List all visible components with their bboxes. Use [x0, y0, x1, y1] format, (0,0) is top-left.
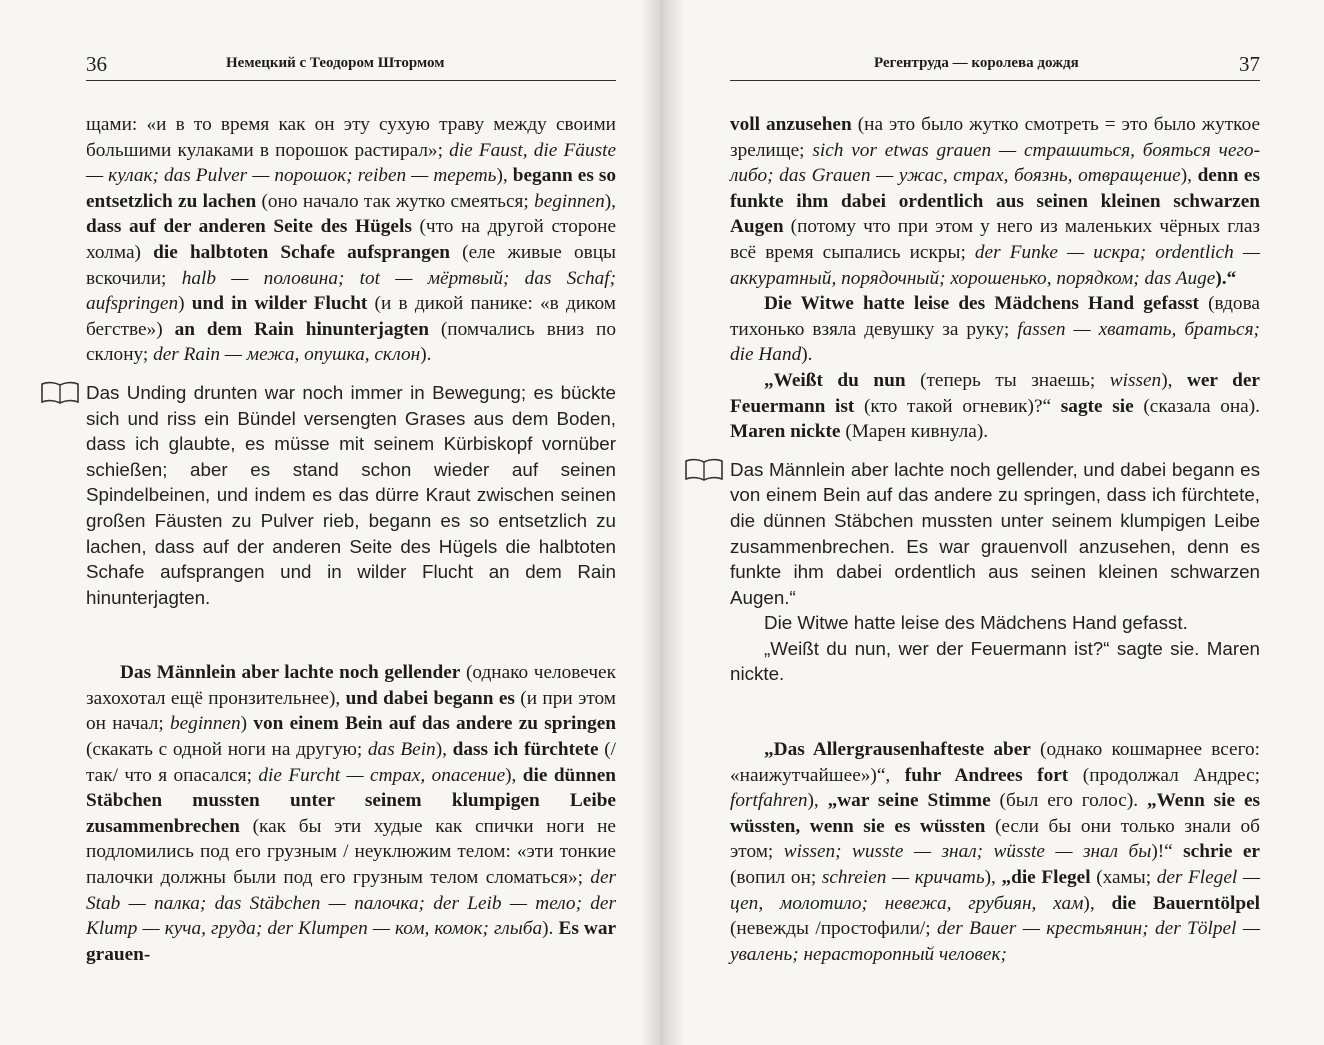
german-phrase: begann es so entsetzlich zu lachen — [86, 165, 617, 212]
german-phrase: die dünnen Stäbchen mussten unter seinem klumpigen Leibe zusammenbrechen — [86, 764, 617, 837]
translation-text: (хамы; — [1090, 867, 1157, 889]
vocabulary-note: die Faust, die Fäuste — кулак; das Pulver — порошок; reiben — тереть — [86, 139, 616, 187]
left-page-header — [86, 48, 616, 81]
vocabulary-note: der Rain — межа, опушка, склон — [153, 344, 421, 366]
book-gutter — [640, 0, 684, 1045]
german-phrase: schrie er — [1183, 841, 1260, 863]
vocabulary-note: der Bauer — крестьянин; der Tölpel — увалень; нерасторопный человек; — [730, 918, 1260, 965]
german-phrase: die Bauerntölpel — [1111, 892, 1260, 914]
translation-text: ), — [1180, 165, 1198, 187]
german-phrase: sagte sie — [1060, 395, 1134, 417]
translation-text: (потому что при этом у него из маленьких чёрных глаз всё время сыпались искры; — [730, 216, 1260, 263]
german-phrase: und dabei begann es — [345, 687, 515, 709]
right-page-content — [730, 112, 1260, 967]
german-phrase: voll anzusehen — [730, 114, 852, 135]
original-text-block — [86, 380, 616, 610]
german-phrase: dass ich fürchtete — [452, 739, 599, 761]
vocabulary-note: fortfahren — [730, 790, 808, 812]
translation-text: ) — [178, 293, 192, 315]
translation-text: ) — [240, 713, 254, 735]
vocabulary-note: wissen — [1109, 369, 1162, 391]
right-page-header — [730, 48, 1260, 81]
translation-text: (что на другой стороне холма) — [86, 216, 617, 263]
german-phrase: fuhr Andrees fort — [904, 764, 1069, 786]
left-running-title: Немецкий с Теодором Штормом — [226, 55, 445, 71]
german-phrase: und in wilder Flucht — [191, 293, 368, 315]
german-phrase: von einem Bein auf das andere zu springen — [253, 713, 617, 735]
translation-text: (если бы они только знали об этом; — [730, 815, 1260, 863]
vocabulary-note: der Funke — искра; ordentlich — аккуратный, порядочный; хорошенько, порядком; das Auge — [730, 241, 1260, 289]
vocabulary-note: die Furcht — страх, опасение — [258, 764, 506, 786]
right-page-number: 37 — [1239, 52, 1260, 76]
vocabulary-note: wissen; wusste — знал; wüsste — знал бы — [783, 841, 1152, 863]
translation-text: ), — [1083, 892, 1112, 914]
gloss-paragraph — [730, 112, 1260, 291]
translation-text: (Марен кивнула). — [840, 421, 989, 443]
german-phrase: Maren nickte — [730, 421, 841, 443]
left-page-content — [86, 112, 616, 967]
vocabulary-note: fassen — хватать, браться; die Hand — [730, 318, 1260, 366]
right-page — [664, 0, 1324, 1045]
translation-text: ), — [496, 165, 513, 187]
gloss-paragraph — [86, 112, 616, 368]
translation-text: (продолжал Андрес; — [1068, 764, 1260, 786]
translation-text: (оно начало так жутко смеяться; — [256, 190, 535, 212]
original-text-paragraph: Die Witwe hatte leise des Mädchens Hand gefasst. — [764, 612, 1188, 634]
translation-text: ), — [435, 739, 453, 761]
german-phrase: Es war grauen- — [86, 918, 617, 965]
german-phrase: „Das Allergrausenhafteste aber — [764, 739, 1031, 761]
translation-text: (помчались вниз по склону; — [86, 318, 616, 366]
translation-text: (и в дикой панике: «в диком бегстве») — [86, 293, 616, 340]
translation-text: (еле живые овцы вскочили; — [86, 241, 616, 289]
translation-text: (на это было жутко смотреть = это было жуткое зрелище; — [730, 114, 1261, 161]
gloss-paragraph — [730, 291, 1260, 368]
german-phrase: an dem Rain hinunterjagten — [174, 318, 429, 340]
translation-text: щами: «и в то время как он эту сухую траву между своими большими кулаками в порошок растирал»; — [86, 114, 616, 161]
vocabulary-note: der Stab — палка; das Stäbchen — палочка; der Leib — тело; der Klump — куча, груда; der Klumpen — ком, комок; глыба — [86, 867, 616, 940]
vocabulary-note: das Bein — [367, 739, 436, 761]
german-phrase: „war seine Stimme — [827, 790, 991, 812]
gloss-paragraph — [730, 737, 1260, 967]
vocabulary-note: halb — половина; tot — мёртвый; das Schaf; aufspringen — [86, 267, 617, 315]
translation-text: (как бы эти худые как спички ноги не подломились под его грузным / неуклюжим телом: «эти тонкие палочки должны были под его грузным телом сломаться»; — [86, 815, 616, 889]
original-text-block — [730, 457, 1260, 687]
original-text-paragraph: Das Männlein aber lachte noch gellender, und dabei begann es von einem Bein auf das andere zu springen, dass ich fürchtete, die dünnen Stäbchen mussten unter seinem klumpigen Leibe zusammenbrechen. Es war grauenvoll anzusehen, denn es funkte ihm dabei ordentlich aus seinen kleinen schwarzen Augen.“ — [730, 458, 1260, 608]
translation-text: (однако кошмарнее всего: «наижутчайшее»)“, — [730, 739, 1260, 786]
left-page — [0, 0, 660, 1045]
vocabulary-note: der Flegel — цеп, молотило; невежа, грубиян, хам — [730, 867, 1260, 914]
translation-text: ). — [542, 918, 559, 940]
vocabulary-note: beginnen — [169, 713, 241, 735]
translation-text: ), — [984, 867, 1002, 889]
vocabulary-note: sich vor etwas grauen — страшиться, бояться чего-либо; das Grauen — ужас, страх, боязнь, отвращение — [730, 139, 1260, 187]
translation-text: (и при этом он начал; — [86, 687, 616, 735]
translation-text: (кто такой огневик)?“ — [854, 395, 1061, 417]
german-phrase: denn es funkte ihm dabei ordentlich aus seinen kleinen schwarzen Augen — [730, 165, 1260, 238]
german-phrase: Die Witwe hatte leise des Mädchens Hand gefasst — [764, 293, 1199, 315]
translation-text: )!“ — [1151, 841, 1184, 863]
open-book-icon — [684, 458, 724, 482]
translation-text: (/так/ что я опасался; — [86, 739, 616, 786]
translation-text: (был его голос). — [990, 790, 1147, 812]
translation-text: ), — [505, 764, 523, 786]
translation-text: (теперь ты знаешь; — [905, 369, 1110, 391]
german-phrase: „Wenn sie es wüssten, wenn sie es wüssten — [730, 790, 1261, 837]
translation-text: ), — [604, 190, 616, 212]
german-phrase: Das Männlein aber lachte noch gellender — [120, 662, 461, 684]
german-phrase: die halbtoten Schafe aufsprangen — [153, 241, 450, 263]
german-phrase: dass auf der anderen Seite des Hügels — [86, 216, 412, 238]
right-running-title: Регентруда — королева дождя — [874, 55, 1079, 71]
vocabulary-note: beginnen — [534, 190, 605, 212]
translation-text: (однако человечек захохотал ещё пронзительнее), — [86, 662, 616, 709]
original-text-paragraph: „Weißt du nun, wer der Feuermann ist?“ sagte sie. Maren nickte. — [730, 637, 1260, 685]
translation-text: (вопил он; — [730, 867, 822, 889]
translation-text: ), — [1161, 369, 1187, 391]
translation-text: (сказала она). — [1133, 395, 1260, 417]
translation-text: ), — [807, 790, 828, 812]
translation-text: (вдова тихонько взяла девушку за руку; — [730, 293, 1260, 340]
gloss-paragraph — [730, 368, 1260, 445]
translation-text: ). — [801, 344, 813, 366]
german-phrase: ).“ — [1215, 267, 1237, 289]
translation-text: ). — [420, 344, 432, 366]
translation-text: (скакать с одной ноги на другую; — [86, 739, 368, 761]
german-phrase: „die Flegel — [1001, 867, 1091, 889]
german-phrase: wer der Feuermann ist — [730, 369, 1260, 417]
left-page-number: 36 — [86, 52, 107, 76]
gloss-paragraph — [86, 660, 616, 967]
german-phrase: „Weißt du nun — [764, 369, 906, 391]
open-book-icon — [40, 381, 80, 405]
original-text-paragraph: Das Unding drunten war noch immer in Bewegung; es bückte sich und riss ein Bündel versengten Grases aus dem Boden, dass ich glaubte, es müsse mit seinem Kürbiskopf vornüber schießen; aber es stand schon wieder auf seinen Spindelbeinen, und indem es das dürre Kraut zwischen seinen großen Fäusten zu Pulver rieb, begann es so entsetzlich zu lachen, dass auf der anderen Seite des Hügels die halbtoten Schafe aufsprangen und in wilder Flucht an dem Rain hinunterjagten. — [86, 381, 616, 608]
vocabulary-note: schreien — кричать — [821, 867, 985, 889]
translation-text: (невежды /простофили/; — [730, 918, 938, 940]
